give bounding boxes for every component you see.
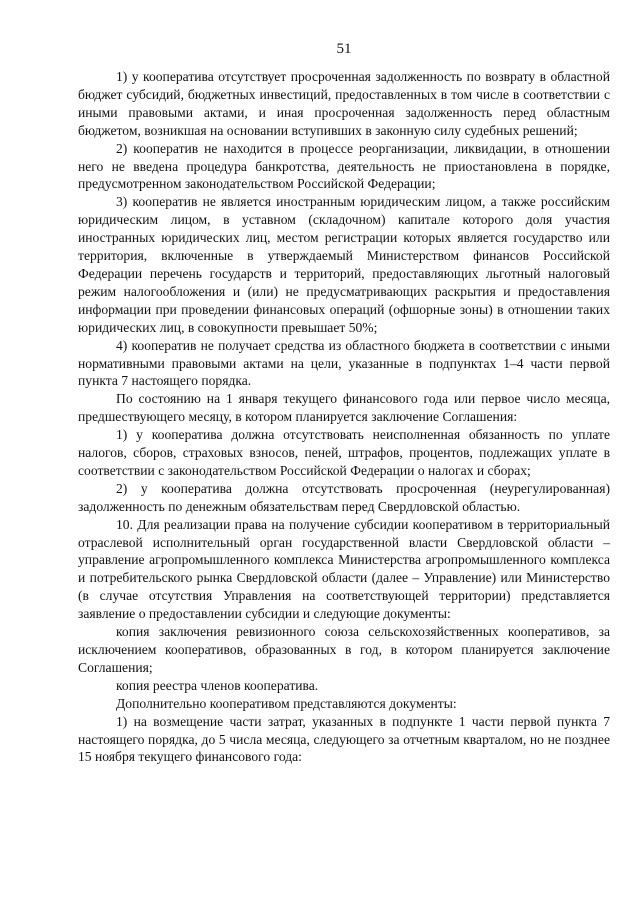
paragraph-5: По состоянию на 1 января текущего финансового года или первое число месяца, предшествующего месяцу, в котором планируется заключение Соглашения: [78,391,610,425]
paragraph-11: Дополнительно кооперативом представляются документы: [116,695,457,711]
paragraph-4: 4) кооператив не получает средства из областного бюджета в соответствии с иными нормативными правовыми актами на цели, указанные в подпунктах 1–4 части первой пункта 7 настоящего порядка. [78,337,610,389]
paragraph-1: 1) у кооператива отсутствует просроченная задолженность по возврату в областной бюджет субсидий, бюджетных инвестиций, предоставленных в том числе в соответствии с иными правовыми актами, и иная просроченная задолженность перед областным бюджетом, возникшая на основании вступивших в законную силу судебных решений; [78,69,610,138]
paragraph-8: 10. Для реализации права на получение субсидии кооперативом в территориальный отраслевой исполнительный орган государственной власти Свердловской области – управление агропромышленного комплекса Министерства агропромышленного комплекса и потребительского рынка Свердловской области (далее – Управление) или Министерство (в случае отсутствия Управления на соответствующей территории) представляется заявление о предоставлении субсидии и следующие документы: [78,516,610,622]
paragraph-2: 2) кооператив не находится в процессе реорганизации, ликвидации, в отношении него не введена процедура банкротства, деятельность не приостановлена в порядке, предусмотренном законодательством Российской Федерации; [78,140,610,192]
paragraph-3: 3) кооператив не является иностранным юридическим лицом, а также российским юридическим лицом, в уставном (складочном) капитале которого доля участия иностранных юридических лиц, местом регистрации которых является государство или территория, включенные в утверждаемый Министерством финансов Российской Федерации перечень государств и территорий, предоставляющих льготный налоговый режим налогообложения и (или) не предусматривающих раскрытия и предоставления информации при проведении финансовых операций (офшорные зоны) в отношении таких юридических лиц, в совокупности превышает 50%; [78,194,610,335]
paragraph-6: 1) у кооператива должна отсутствовать неисполненная обязанность по уплате налогов, сборов, страховых взносов, пеней, штрафов, процентов, подлежащих уплате в соответствии с законодательством Российской Федерации о налогах и сборах; [78,427,610,478]
paragraph-12: 1) на возмещение части затрат, указанных в подпункте 1 части первой пункта 7 настоящего порядка, до 5 числа месяца, следующего за отчетным кварталом, но не позднее 15 ноября текущего финансового года: [78,713,610,765]
paragraph-9: копия заключения ревизионного союза сельскохозяйственных кооперативов, за исключением кооперативов, образованных в год, в котором планируется заключение Соглашения; [78,624,610,675]
paragraph-10: копия реестра членов кооператива. [116,677,319,693]
paragraph-7: 2) у кооператива должна отсутствовать просроченная (неурегулированная) задолженность по денежным обязательствам перед Свердловской областью. [78,480,610,514]
page-number: 51 [336,41,352,57]
document-page [78,40,610,766]
